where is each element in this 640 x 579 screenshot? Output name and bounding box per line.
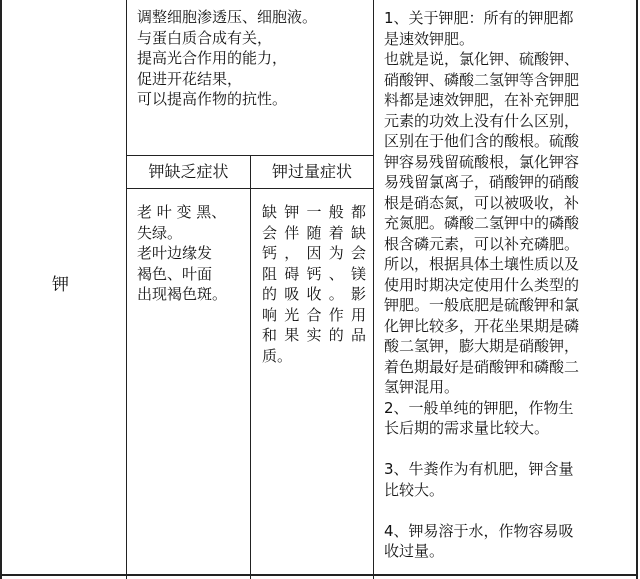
notes-line: 收过量。 — [384, 542, 445, 560]
deficiency-line: 老 叶 变 黑、 — [137, 203, 227, 221]
function-line: 促进开花结果， — [137, 69, 243, 88]
column-divider-1 — [126, 0, 127, 579]
notes-line: 4、钾易溶于水，作物容易吸 — [384, 521, 574, 540]
excess-line: 缺钾一般都 — [262, 203, 366, 221]
deficiency-line: 出现褐色斑。 — [137, 285, 228, 303]
notes-line: 1、关于钾肥：所有的钾肥都 — [384, 9, 574, 27]
notes-line: 根含磷元素，可以补充磷肥。 — [384, 234, 580, 253]
notes-line: 根是硝态氮，可以被吸收，补 — [384, 193, 580, 212]
notes-line: 区别在于他们含的酸根。硫酸 — [384, 132, 580, 150]
notes-line: 是速效钾肥。 — [384, 29, 475, 48]
table-border-bottom — [0, 574, 638, 576]
notes-line: 元素的功效上没有什么区别， — [384, 111, 580, 130]
deficiency-line: 老叶边缘发 — [137, 244, 213, 262]
excess-line: 会伴随着缺 — [262, 223, 366, 242]
notes-line: 3、牛粪作为有机肥，钾含量 — [384, 460, 574, 478]
notes-line: 使用时期决定使用什么类型的 — [384, 275, 580, 294]
notes-line: 酸二氢钾，膨大期是硝酸钾， — [384, 337, 580, 355]
table-border-right — [636, 0, 638, 579]
function-line: 可以提高作物的抗性。 — [137, 90, 288, 108]
function-cell — [137, 7, 367, 110]
function-line: 调整细胞渗透压、细胞液。 — [137, 8, 318, 26]
function-line: 与蛋白质合成有关， — [137, 28, 273, 47]
deficiency-line: 褐色、叶面 — [137, 264, 213, 283]
notes-line: 也就是说，氯化钾、硫酸钾、 — [384, 50, 580, 68]
excess-line: 的吸收。影 — [262, 285, 366, 303]
notes-line: 易残留氯离子，硝酸钾的硝酸 — [384, 173, 580, 191]
row-divider-function — [126, 155, 373, 156]
notes-blank-line — [384, 500, 630, 521]
table-border-left — [0, 0, 2, 579]
notes-line: 硝酸钾、磷酸二氢钾等含钾肥 — [384, 70, 580, 89]
column-divider-2 — [250, 155, 251, 579]
notes-blank-line — [384, 439, 630, 460]
deficiency-header: 钾缺乏症状 — [148, 162, 229, 181]
column-divider-3 — [373, 0, 374, 579]
notes-line: 着色期最好是硝酸钾和磷酸二 — [384, 357, 580, 376]
notes-line: 长后期的需求量比较大。 — [384, 419, 550, 437]
notes-line: 充氮肥。磷酸二氢钾中的磷酸 — [384, 214, 580, 232]
notes-line: 化钾比较多，开花坐果期是磷 — [384, 316, 580, 335]
deficiency-cell — [137, 202, 241, 305]
function-line: 提高光合作用的能力， — [137, 49, 288, 67]
notes-line: 氢钾混用。 — [384, 378, 460, 396]
deficiency-line: 失绿。 — [137, 223, 183, 242]
notes-line: 钾容易残留硫酸根，氯化钾容 — [384, 152, 580, 171]
excess-header: 钾过量症状 — [271, 162, 352, 181]
element-name: 钾 — [52, 275, 69, 295]
excess-line: 和果实的品 — [262, 326, 366, 344]
excess-line: 质。 — [262, 346, 293, 365]
excess-cell — [262, 202, 366, 366]
notes-line: 料都是速效钾肥，在补充钾肥 — [384, 91, 580, 109]
notes-line: 2、一般单纯的钾肥，作物生 — [384, 398, 574, 417]
excess-line: 响光合作用 — [262, 305, 366, 324]
notes-cell — [384, 8, 630, 562]
notes-line: 所以，根据具体土壤性质以及 — [384, 255, 580, 273]
notes-line: 钾肥。一般底肥是硫酸钾和氯 — [384, 296, 580, 314]
row-divider-header — [126, 188, 373, 189]
notes-line: 比较大。 — [384, 480, 445, 499]
excess-line: 阻碍钙、镁 — [262, 264, 366, 283]
excess-line: 钙，因为会 — [262, 244, 366, 262]
